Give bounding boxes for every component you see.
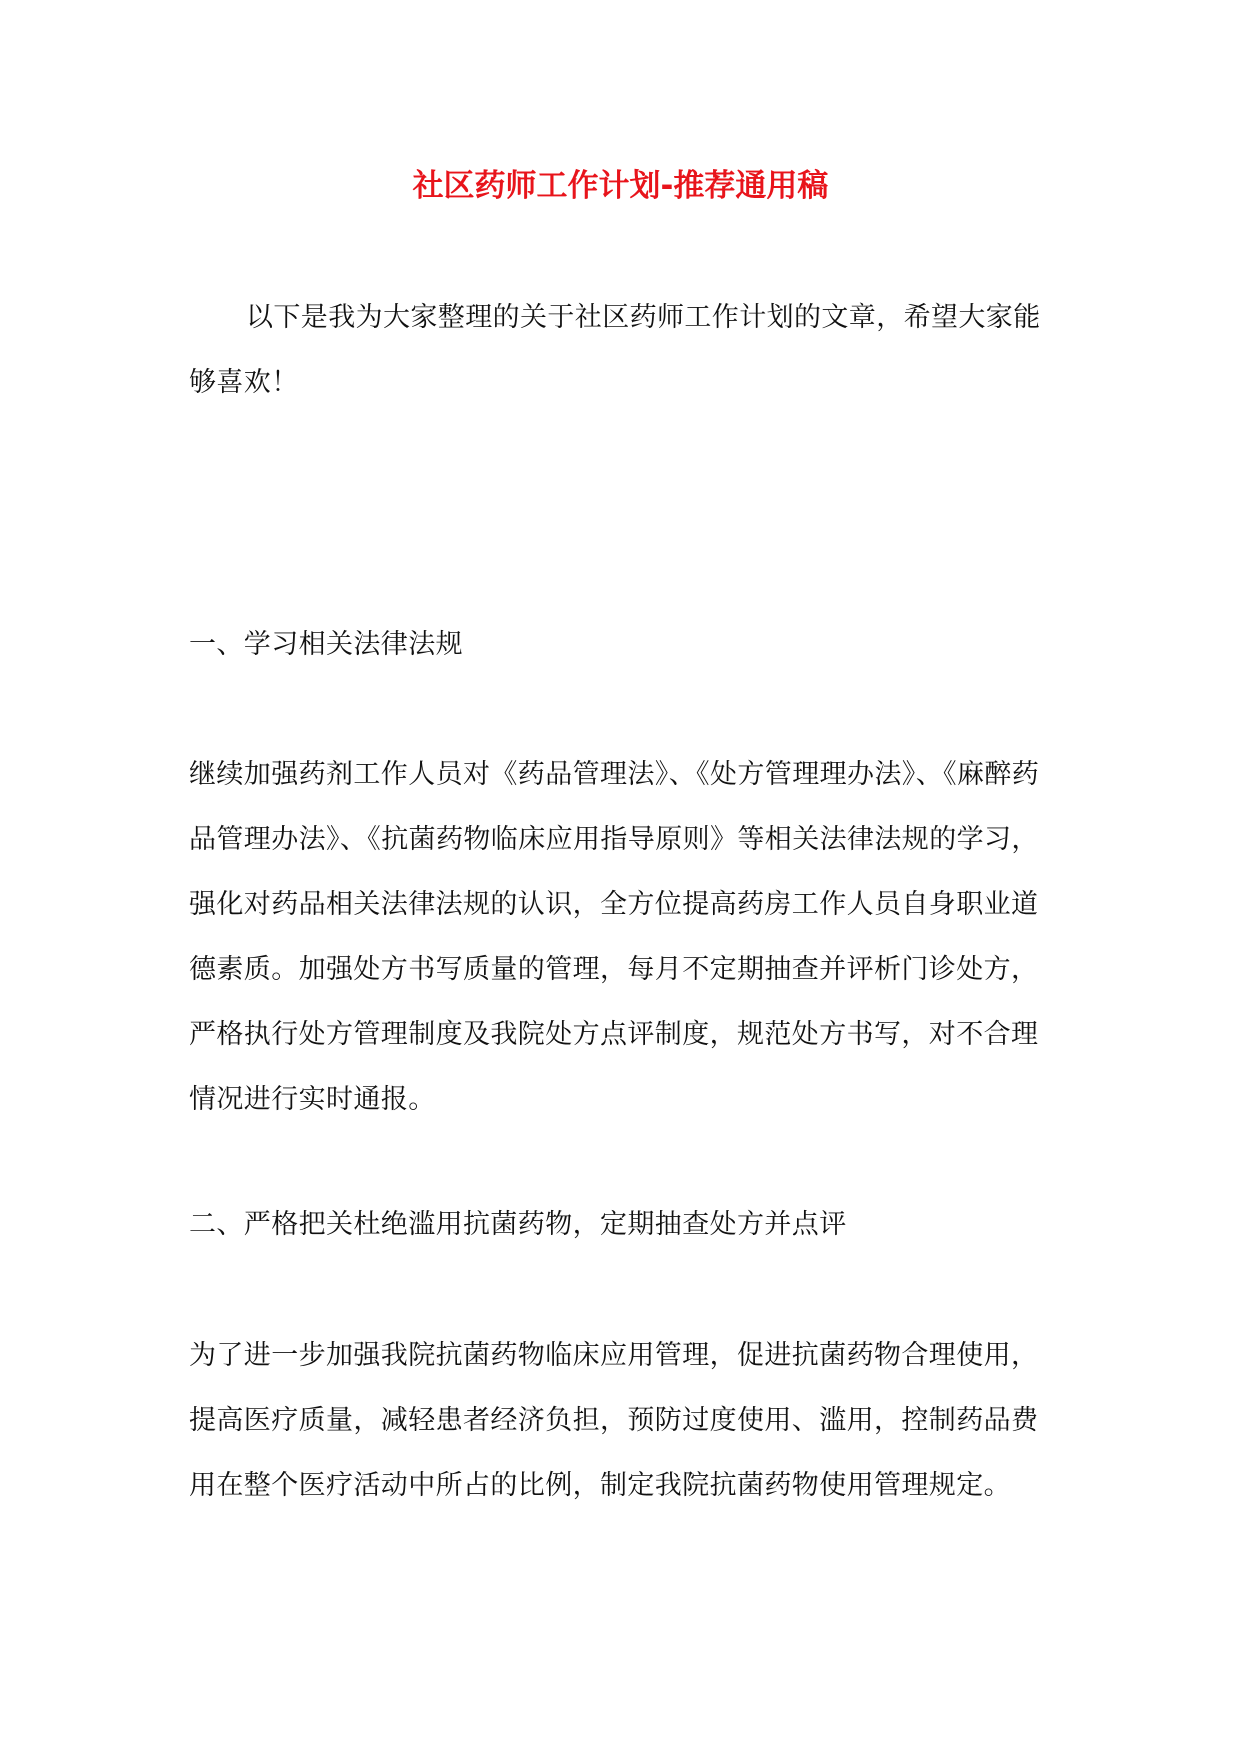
section-body-2: 为了进一步加强我院抗菌药物临床应用管理，促进抗菌药物合理使用，提高医疗质量，减轻患者经济负担，预防过度使用、滥用，控制药品费用在整个医疗活动中所占的比例，制定我院抗菌药物使用管理规定。 — [189, 1340, 1039, 1501]
section-heading-1: 一、学习相关法律法规 — [189, 629, 463, 660]
document-title: 社区药师工作计划-推荐通用稿 — [412, 168, 829, 204]
section-heading-2: 二、严格把关杜绝滥用抗菌药物，定期抽查处方并点评 — [189, 1209, 847, 1240]
section-body-1: 继续加强药剂工作人员对《药品管理法》、《处方管理理办法》、《麻醉药品管理办法》、《抗菌药物临床应用指导原则》等相关法律法规的学习，强化对药品相关法律法规的认识，全方位提高药房工作人员自身职业道德素质。加强处方书写质量的管理，每月不定期抽查并评析门诊处方，严格执行处方管理制度及我院处方点评制度，规范处方书写，对不合理情况进行实时通报。 — [189, 759, 1040, 1115]
intro-paragraph: 以下是我为大家整理的关于社区药师工作计划的文章，希望大家能够喜欢！ — [189, 302, 1041, 398]
